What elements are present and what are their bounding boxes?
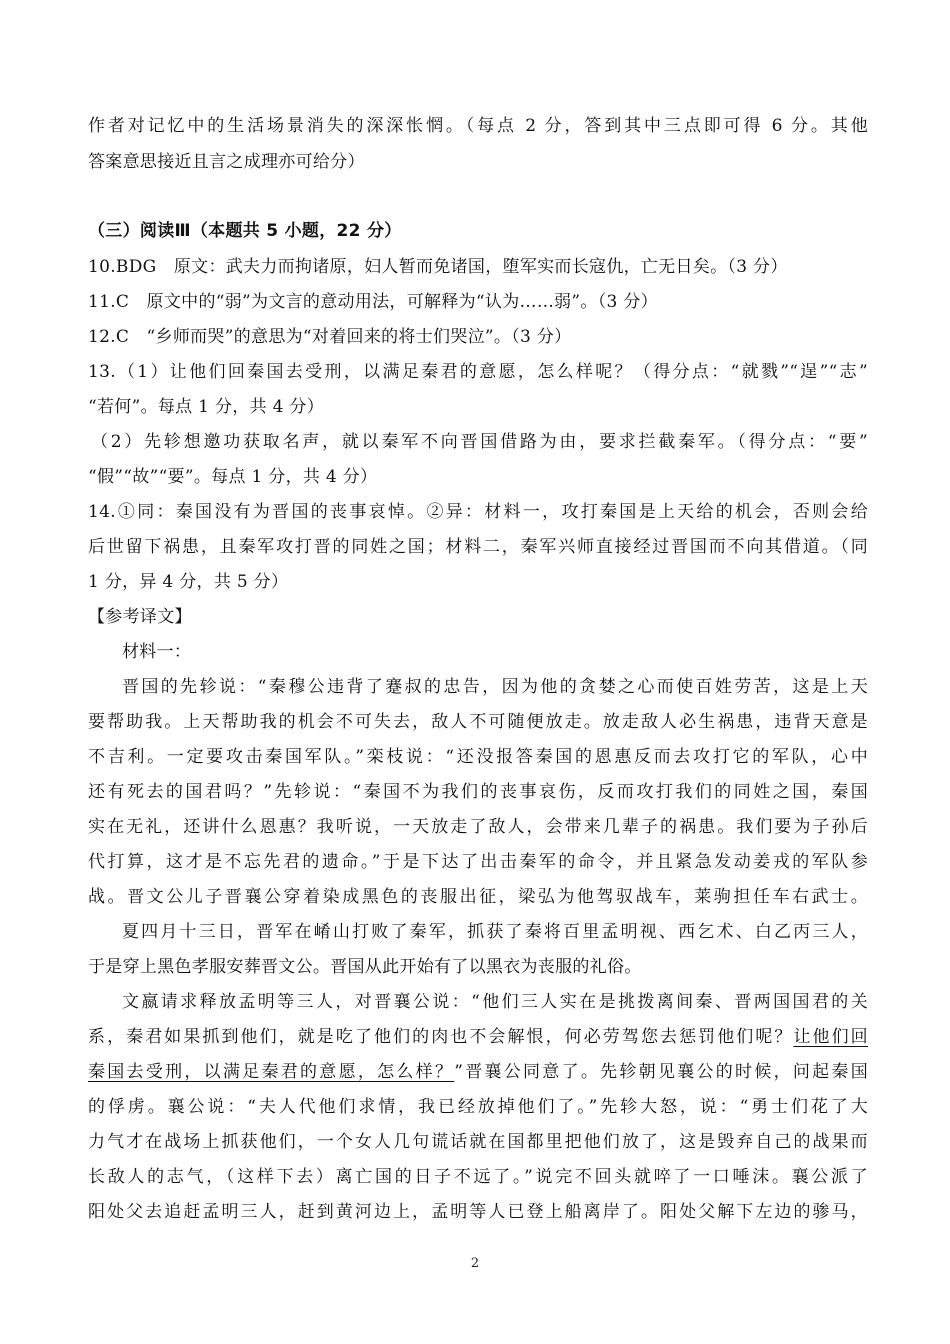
underlined-sentence: 让他们回 <box>793 1027 868 1047</box>
text-line: 作者对记忆中的生活场景消失的深深怅惘。（每点 2 分，答到其中三点即可得 6 分。其他 <box>88 116 868 136</box>
answer-q12: 12.C “乡师而哭”的意思为“对着回来的将士们哭泣”。（3 分） <box>88 327 572 347</box>
text-line: 答案意思接近且言之成理亦可给分） <box>88 152 365 172</box>
page-number: 2 <box>470 1256 480 1271</box>
paragraph-line: 力气才在战场上抓获他们，一个女人几句谎话就在国都里把他们放了，这是毁弃自己的战果而 <box>88 1132 868 1152</box>
section-heading: （三）阅读Ⅲ（本题共 5 小题，22 分） <box>88 221 402 241</box>
paragraph-text: ”晋襄公同意了。先轸朝见襄公的时候，问起秦国 <box>454 1062 868 1082</box>
paragraph-line: 文嬴请求释放孟明等三人，对晋襄公说：“他们三人实在是挑拨离间秦、晋两国国君的关 <box>122 992 868 1012</box>
answer-q14-cont: 后世留下祸患，且秦军攻打晋的同姓之国；材料二，秦军兴师直接经过晋国而不向其借道。（同 <box>88 537 868 557</box>
paragraph-line: 长敌人的志气，（这样下去）离亡国的日子不远了。”说完不回头就啐了一口唾沫。襄公派了 <box>88 1167 868 1187</box>
material-label: 材料一： <box>122 642 192 662</box>
answer-q14-cont: 1 分，异 4 分，共 5 分） <box>88 572 289 592</box>
answer-q14: 14.①同：秦国没有为晋国的丧事哀悼。②异：材料一，攻打秦国是上天给的机会，否则会给 <box>88 502 868 522</box>
paragraph-line: 战。晋文公儿子晋襄公穿着染成黑色的丧服出征，梁弘为他驾驭战车，莱驹担任车右武士。 <box>88 887 868 907</box>
answer-q13-2: （2）先轸想邀功获取名声，就以秦军不向晋国借路为由，要求拦截秦军。（得分点：“要” <box>91 432 868 452</box>
paragraph-line: 还有死去的国君吗？”先轸说：“秦国不为我们的丧事哀伤，反而攻打我们的同姓之国，秦国 <box>88 782 868 802</box>
paragraph-line <box>88 1060 868 1084</box>
paragraph-line: 阳处父去追赶孟明三人，赶到黄河边上，孟明等人已登上船离岸了。阳处父解下左边的骖马， <box>88 1202 868 1222</box>
paragraph-line: 于是穿上黑色孝服安葬晋文公。晋国从此开始有了以黑衣为丧服的礼俗。 <box>88 957 642 977</box>
paragraph-line <box>88 1025 868 1049</box>
paragraph-line: 的俘虏。襄公说：“夫人代他们求情，我已经放掉他们了。”先轸大怒，说：“勇士们花了大 <box>88 1097 868 1117</box>
answer-q11: 11.C 原文中的“弱”为文言的意动用法，可解释为“认为……弱”。（3 分） <box>88 292 658 312</box>
paragraph-line: 代打算，这才是不忘先君的遗命。”于是下达了出击秦军的命令，并且紧急发动姜戎的军队参 <box>88 852 868 872</box>
translation-heading: 【参考译文】 <box>88 607 192 627</box>
answer-q13-1: 13.（1）让他们回秦国去受刑，以满足秦君的意愿，怎么样呢？（得分点：“就戮”“逞”“志” <box>88 362 868 382</box>
paragraph-line: 要帮助我。上天帮助我的机会不可失去，敌人不可随便放走。放走敌人必生祸患，违背天意是 <box>88 712 868 732</box>
paragraph-line: 不吉利。一定要攻击秦国军队。”栾枝说：“还没报答秦国的恩惠反而去攻打它的军队，心中 <box>88 747 868 767</box>
paragraph-text: 系，秦君如果抓到他们，就是吃了他们的肉也不会解恨，何必劳驾您去惩罚他们呢？ <box>88 1027 794 1047</box>
answer-q10: 10.BDG 原文：武夫力而拘诸原，妇人暂而免诸国，堕军实而长寇仇，亡无日矣。（3 分） <box>88 257 788 277</box>
paragraph-line: 晋国的先轸说：“秦穆公违背了蹇叔的忠告，因为他的贪婪之心而使百姓劳苦，这是上天 <box>122 677 868 697</box>
underlined-sentence: 秦国去受刑，以满足秦君的意愿，怎么样？ <box>88 1062 455 1082</box>
paragraph-line: 实在无礼，还讲什么恩惠？我听说，一天放走了敌人，会带来几辈子的祸患。我们要为子孙后 <box>88 817 868 837</box>
paragraph-line: 夏四月十三日，晋军在崤山打败了秦军，抓获了秦将百里孟明视、西乞术、白乙丙三人， <box>122 922 868 942</box>
answer-q13-2-cont: “假”“故”“要”。每点 1 分，共 4 分） <box>88 467 378 487</box>
answer-q13-1-cont: “若何”。每点 1 分，共 4 分） <box>88 397 325 417</box>
